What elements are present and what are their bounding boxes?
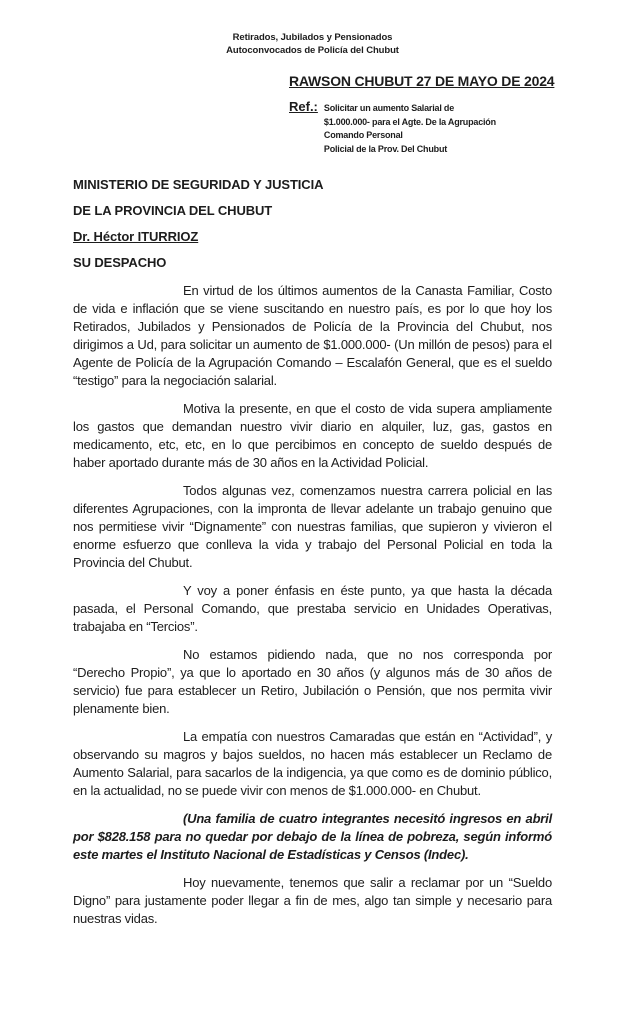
- reference-line-3: Comando Personal: [323, 130, 403, 140]
- paragraph-7-poverty-note: (Una familia de cuatro integrantes necesitó ingresos en abril por $828.158 para no quedar por debajo de la línea de pobreza, según informó este martes el Instituto Nacional de Estadísticas y Censos (Indec).: [73, 811, 552, 862]
- letterhead: [73, 31, 552, 57]
- reference-line-1: Solicitar un aumento Salarial de: [323, 103, 455, 113]
- paragraph-8: Hoy nuevamente, tenemos que salir a reclamar por un “Sueldo Digno” para justamente poder llegar a fin de mes, algo tan simple y necesario para nuestras vidas.: [73, 875, 552, 926]
- reference-line-2: $1.000.000- para el Agte. De la Agrupación: [323, 116, 496, 127]
- reference-label: Ref.:: [289, 99, 318, 114]
- letterhead-line-2: Autoconvocados de Policía del Chubut: [226, 45, 399, 56]
- letter-body: [73, 282, 552, 928]
- paragraph-1: En virtud de los últimos aumentos de la Canasta Familiar, Costo de vida e inflación que se viene suscitando en nuestro país, es por lo que hoy los Retirados, Jubilados y Pensionados de Policía de la Provincia del Chubut, nos dirigimos a Ud, para solicitar un aumento de $1.000.000- (Un millón de pesos) para el Agente de Policía de la Agrupación Comando – Escalafón General, que es el sueldo “testigo” para la negociación salarial.: [73, 283, 552, 388]
- addressee-block: [73, 178, 552, 270]
- addressee-ministry: MINISTERIO DE SEGURIDAD Y JUSTICIA: [73, 177, 324, 192]
- paragraph-5: No estamos pidiendo nada, que no nos corresponda por “Derecho Propio”, ya que lo aportado en 30 años (y algunos más de 30 años de servicio) fue para establecer un Retiro, Jubilación o Pensión, que nos permita vivir plenamente bien.: [73, 647, 552, 716]
- paragraph-2: Motiva la presente, en que el costo de vida supera ampliamente los gastos que demandan nuestro vivir diario en alquiler, luz, gas, gastos en medicamento, etc, etc, en lo que percibimos en concepto de sueldo después de haber aportado durante más de 30 años en la Actividad Policial.: [73, 401, 552, 470]
- addressee-name: Dr. Héctor ITURRIOZ: [73, 229, 199, 244]
- reference-line-4: Policial de la Prov. Del Chubut: [323, 143, 448, 154]
- addressee-despacho: SU DESPACHO: [73, 255, 167, 270]
- addressee-province: DE LA PROVINCIA DEL CHUBUT: [73, 203, 273, 218]
- letterhead-line-1: Retirados, Jubilados y Pensionados: [232, 32, 393, 43]
- dateline: RAWSON CHUBUT 27 DE MAYO DE 2024: [289, 73, 555, 89]
- paragraph-4: Y voy a poner énfasis en éste punto, ya que hasta la década pasada, el Personal Comando, que prestaba servicio en Unidades Operativas, trabajaba en “Tercios”.: [73, 583, 552, 634]
- paragraph-6: La empatía con nuestros Camaradas que están en “Actividad”, y observando su magros y bajos sueldos, no hacen más establecer un Reclamo de Aumento Salarial, para sacarlos de la indigencia, ya que como es de dominio público, en la actualidad, no se puede vivir con menos de $1.000.000- en Chubut.: [73, 729, 552, 798]
- reference-block: [289, 100, 552, 156]
- paragraph-3: Todos algunas vez, comenzamos nuestra carrera policial en las diferentes Agrupaciones, con la impronta de llevar adelante un trabajo genuino que nos permitiese vivir “Dignamente” con nuestras familias, que supieron y vivieron el enorme esfuerzo que conlleva la vida y trabajo del Personal Policial en toda la Provincia del Chubut.: [73, 483, 552, 570]
- reference-text: [324, 100, 496, 156]
